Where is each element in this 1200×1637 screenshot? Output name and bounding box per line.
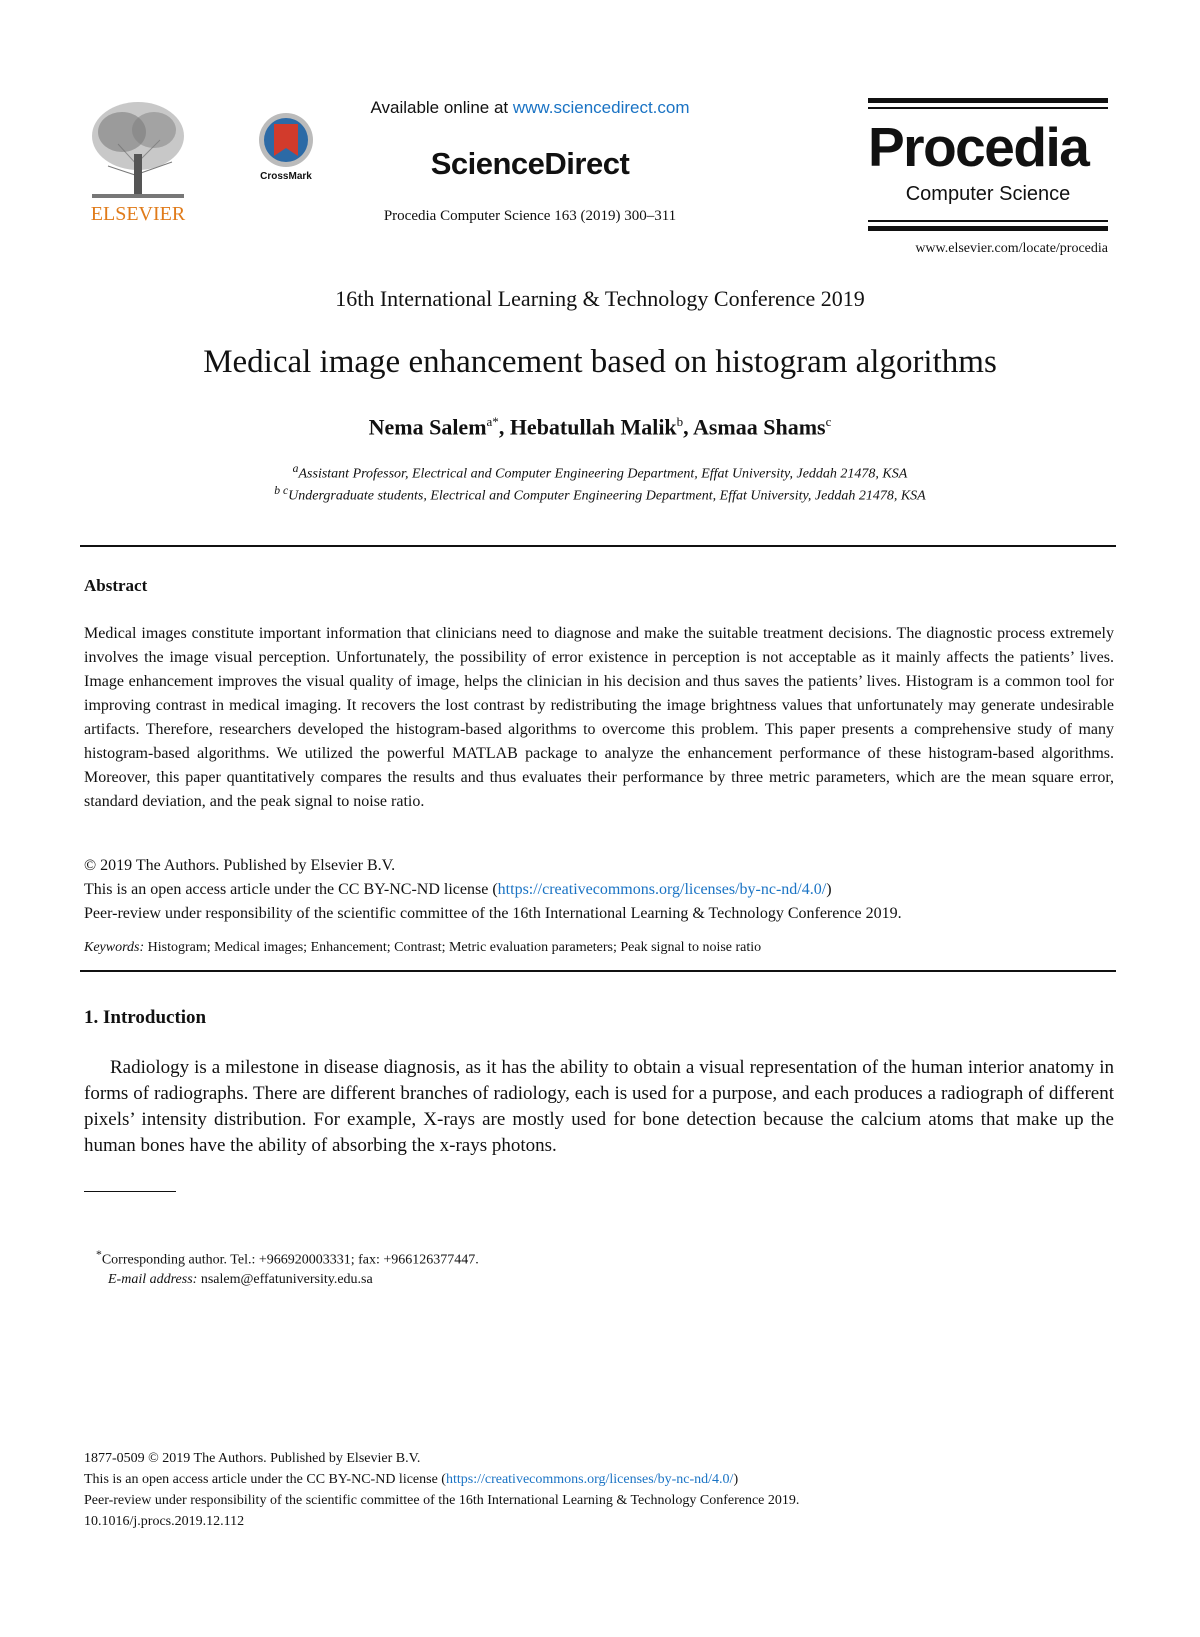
keywords-text: Histogram; Medical images; Enhancement; Contrast; Metric evaluation parameters; Peak signal to noise ratio [147,940,762,955]
crossmark-label: CrossMark [260,171,312,182]
bottom-license [84,1469,1134,1490]
author-sup: a* [486,414,499,429]
introduction-text: Radiology is a milestone in disease diagnosis, as it has the ability to obtain a visual representation of the human interior anatomy in forms of radiographs. There are different branches of radiology, each is used for a purpose, and each produces a radiograph of different pixels’ intensity distribution. For example, X-rays are mostly used for bone detection because the calcium atoms that make up the human bones have the ability of absorbing the x-rays photons. [84,1057,1114,1156]
conference-name: 16th International Learning & Technology Conference 2019 [335,286,865,311]
author-sup: c [825,414,832,429]
masthead-rule-bottom-thin [868,220,1108,222]
email-label: E-mail address: [108,1272,198,1287]
license-line [84,878,1114,902]
journal-citation: Procedia Computer Science 163 (2019) 300–311 [383,208,677,224]
keywords [84,940,1114,956]
abstract-text: Medical images constitute important information that clinicians need to diagnose and make the suitable treatment decisions. The diagnostic process extremely involves the image visual perception. Unfortunately, the possibility of error existence in perception is not acceptable as it mainly affects the patients’ lives. Image enhancement improves the visual quality of image, helps the clinician in his decision and thus saves the patients’ lives. Histogram is a common tool for improving contrast in medical imaging. It recovers the lost contrast by redistributing the image brightness values that unfortunately may generate undesirable artifacts. Therefore, researchers developed the histogram-based algorithms to overcome this problem. This paper presents a comprehensive study of many histogram-based algorithms. We utilized the powerful MATLAB package to analyze the enhancement performance of these histogram-based algorithms. Moreover, this paper quantitatively compares the results and thus evaluates their performance by three metric parameters, which are the mean square error, standard deviation, and the peak signal to noise ratio. [84,625,1114,810]
footnote-rule [84,1191,176,1192]
journal-subtitle: Computer Science [905,183,1071,205]
journal-url[interactable]: www.elsevier.com/locate/procedia [915,241,1108,256]
doi[interactable]: 10.1016/j.procs.2019.12.112 [84,1514,245,1529]
journal-title: Procedia [868,116,1089,178]
author-sep: , [498,414,510,440]
affiliation-sup: b c [274,484,289,497]
footnote-corresponding [96,1248,479,1269]
license-link[interactable]: https://creativecommons.org/licenses/by-nc-nd/4.0/ [497,881,827,898]
bottom-license-link[interactable]: https://creativecommons.org/licenses/by-nc-nd/4.0/ [445,1472,734,1487]
peer-review-line: Peer-review under responsibility of the scientific committee of the 16th International Learning & Technology Conference 2019. [84,905,902,922]
footnote-email [108,1272,373,1288]
license-suffix: ) [826,881,832,898]
platform-name: ScienceDirect [430,146,630,181]
author-sep: , [683,414,693,440]
author-name: Hebatullah Malik [509,414,677,440]
masthead-rule-top-thin [868,107,1108,109]
abstract-heading: Abstract [84,576,148,595]
paper-title: Medical image enhancement based on histogram algorithms [203,344,997,380]
available-online-line [344,98,716,118]
affiliation-text: Undergraduate students, Electrical and Computer Engineering Department, Effat University, Jeddah 21478, KSA [288,488,926,504]
bottom-license-prefix: This is an open access article under the CC BY-NC-ND license ( [84,1472,446,1487]
affiliation [0,484,1200,505]
affiliation-sup: a [292,462,299,475]
bottom-license-suffix: ) [733,1472,739,1487]
keywords-label: Keywords: [84,940,145,955]
masthead-rule-bottom [868,226,1108,231]
footnote-mark: * [96,1248,102,1261]
journal-masthead [868,98,1108,257]
crossmark-badge[interactable] [252,110,324,182]
available-prefix: Available online at [370,98,513,117]
elsevier-tree-icon [82,96,194,226]
section-rule [80,970,1116,972]
affiliation-text: Assistant Professor, Electrical and Computer Engineering Department, Effat University, Jeddah 21478, KSA [298,466,908,482]
footnote-corresponding-text: Corresponding author. Tel.: +966920003331; fax: +966126377447. [101,1252,479,1268]
bottom-peer-review: Peer-review under responsibility of the scientific committee of the 16th International Learning & Technology Conference 2019. [84,1493,800,1508]
email-address[interactable]: nsalem@effatuniversity.edu.sa [200,1272,373,1287]
affiliation [0,462,1200,483]
elsevier-wordmark: ELSEVIER [90,203,186,225]
copyright-line: © 2019 The Authors. Published by Elsevier B.V. [84,857,396,874]
introduction-heading: 1. Introduction [84,1007,207,1028]
section-rule [80,545,1116,547]
crossmark-icon [252,110,324,182]
author-name: Asmaa Shams [692,414,826,440]
masthead-rule-top [868,98,1108,103]
elsevier-logo [82,96,194,226]
author-list [0,414,1200,440]
sciencedirect-link[interactable]: www.sciencedirect.com [512,98,690,117]
author-name: Nema Salem [368,414,487,440]
license-prefix: This is an open access article under the CC BY-NC-ND license ( [84,881,498,898]
bottom-issn: 1877-0509 © 2019 The Authors. Published by Elsevier B.V. [84,1451,421,1466]
author-sup: b [676,414,684,429]
